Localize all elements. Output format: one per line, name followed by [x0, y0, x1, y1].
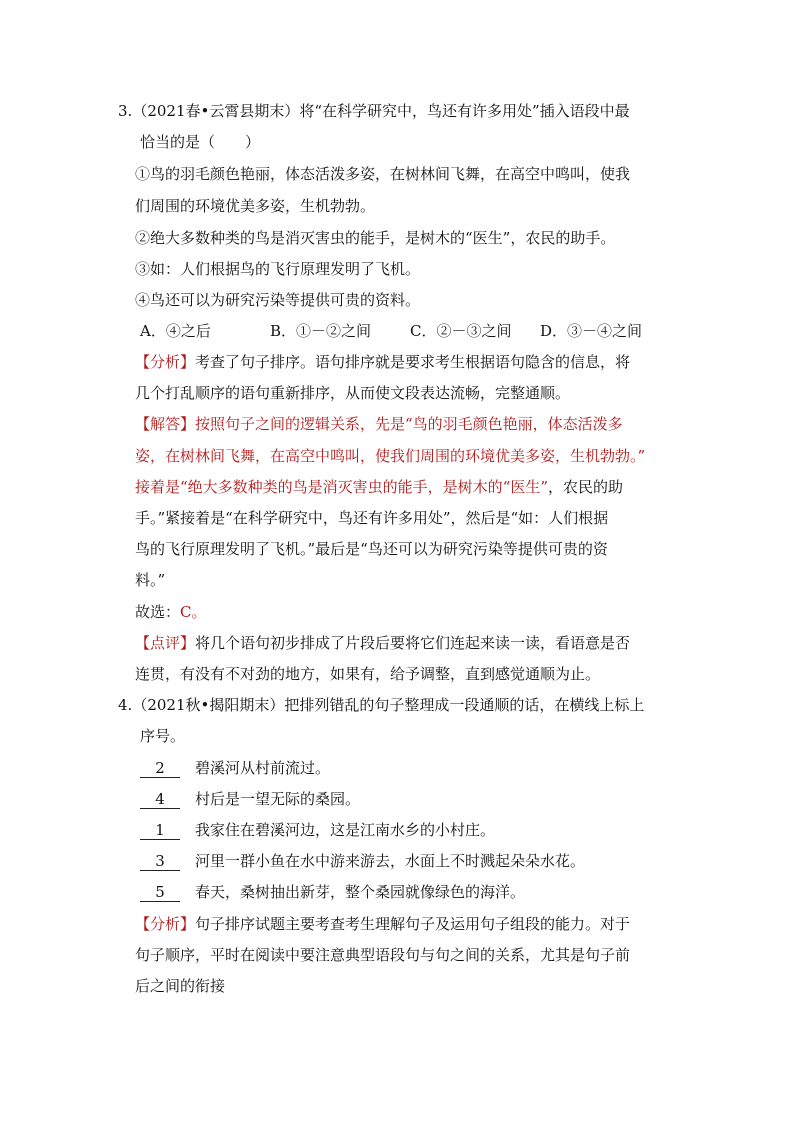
q4-item-5: [140, 882, 525, 902]
q4-item-4: [140, 851, 585, 871]
q4-analysis-line3: 后之间的衔接: [135, 977, 226, 995]
q3-answer-line2: 姿，在树林间飞舞，在高空中鸣叫，使我们周围的环境优美多姿，生机勃勃。”: [135, 447, 646, 465]
q3-paragraph-4: ④鸟还可以为研究污染等提供可贵的资料。: [135, 291, 421, 309]
q3-answer-line6: 料。”: [135, 571, 166, 589]
q3-answer-line5: [135, 539, 608, 559]
q3-answer-text3a: 接着是“: [135, 478, 188, 496]
q3-option-b: B．①－②之间: [270, 322, 372, 340]
q3-option-d: D．③－④之间: [540, 322, 643, 340]
q4-item-5-blank[interactable]: 5: [140, 883, 180, 902]
q4-item-4-blank[interactable]: 3: [140, 852, 180, 871]
q3-paragraph-2: ②绝大多数种类的鸟是消灭害虫的能手，是树木的“医生”，农民的助手。: [135, 229, 616, 247]
q4-item-2-blank[interactable]: 4: [140, 790, 180, 809]
q3-paragraph-1-line2: 们周围的环境优美多姿，生机勃勃。: [135, 197, 376, 215]
q3-choice-value: C。: [180, 603, 207, 621]
q4-item-3: [140, 820, 495, 840]
q3-answer-text5b: 最后是“: [315, 540, 368, 558]
q3-number: 3.: [118, 102, 133, 120]
q3-analysis-line2: 几个打乱顺序的语句重新排序，从而使文段表达流畅，完整通顺。: [135, 384, 571, 402]
q4-analysis-line1: [135, 914, 630, 934]
q3-analysis-tag: 【分析】: [135, 353, 196, 371]
q3-answer-tag: 【解答】: [135, 415, 196, 433]
q4-item-3-blank[interactable]: 1: [140, 821, 180, 840]
q3-options: [140, 321, 642, 341]
q4-item-2: [140, 789, 360, 809]
q4-item-2-text: 村后是一望无际的桑园。: [195, 790, 361, 808]
q4-analysis-line2: 句子顺序，平时在阅读中要注意典型语段句与句之间的关系，尤其是句子前: [135, 946, 631, 964]
q4-item-1-text: 碧溪河从村前流过。: [195, 759, 331, 777]
q4-item-1: [140, 758, 330, 778]
q4-item-3-text: 我家住在碧溪河边，这是江南水乡的小村庄。: [195, 821, 496, 839]
q3-answer-line3: [135, 477, 623, 497]
q4-analysis-tag: 【分析】: [135, 915, 196, 933]
q3-stem-line2: 恰当的是（ ）: [140, 133, 261, 151]
q3-choice: [135, 602, 207, 622]
q3-answer-text4a: 手。”: [135, 509, 166, 527]
q3-option-a: A．④之后: [140, 322, 211, 340]
q3-comment-tag: 【点评】: [135, 634, 196, 652]
q4-stem-line1: （2021秋•揭阳期末）把排列错乱的句子整理成一段通顺的话，在横线上标上: [132, 696, 645, 714]
q3-answer-line1: [135, 414, 623, 434]
q3-answer-text3b: 绝大多数种类的鸟是消灭害虫的能手，是树木的: [187, 478, 503, 496]
q3-answer-text4b: 紧接着是“在科学研究中，鸟还有许多用处”，然后是“如：人们根据: [165, 509, 609, 527]
q3-comment-text1: 将几个语句初步排成了片段后要将它们连起来读一读，看语意是否: [195, 634, 631, 652]
q4-header: [118, 695, 644, 715]
q3-answer-line4: [135, 508, 608, 528]
q4-item-5-text: 春天，桑树抽出新芽，整个桑园就像绿色的海洋。: [195, 883, 526, 901]
q3-option-c: C．②－③之间: [410, 322, 512, 340]
q3-paragraph-1-line1: ①鸟的羽毛颜色艳丽，体态活泼多姿，在树林间飞舞，在高空中鸣叫，使我: [135, 165, 631, 183]
q3-answer-text3d: ，农民的助: [548, 478, 624, 496]
q3-answer-text3c: “医生”: [502, 478, 549, 496]
q3-comment-line1: [135, 633, 630, 653]
q4-analysis-text1: 句子排序试题主要考查考生理解句子及运用句子组段的能力。对于: [195, 915, 631, 933]
q4-item-1-blank[interactable]: 2: [140, 759, 180, 778]
q4-stem-line2: 序号。: [140, 727, 186, 745]
q4-item-4-text: 河里一群小鱼在水中游来游去，水面上不时溅起朵朵水花。: [195, 852, 586, 870]
q3-analysis-line1: [135, 352, 630, 372]
q3-header: [118, 101, 630, 121]
q3-comment-line2: 连贯，有没有不对劲的地方，如果有，给予调整，直到感觉通顺为止。: [135, 665, 601, 683]
q3-stem-line1: （2021春•云霄县期末）将“在科学研究中，鸟还有许多用处”插入语段中最: [132, 102, 630, 120]
q3-analysis-text1: 考查了句子排序。语句排序就是要求考生根据语句隐含的信息，将: [195, 353, 631, 371]
q3-paragraph-3: ③如：人们根据鸟的飞行原理发明了飞机。: [135, 260, 421, 278]
q3-choice-label: 故选：: [135, 603, 181, 621]
q4-number: 4.: [118, 696, 133, 714]
q3-answer-text1: 按照句子之间的逻辑关系，先是“鸟的羽毛颜色艳丽，体态活泼多: [195, 415, 623, 433]
q3-answer-text5c: 鸟还可以为研究污染等提供可贵的资: [367, 540, 608, 558]
q3-answer-text5a: 鸟的飞行原理发明了飞机。”: [135, 540, 316, 558]
